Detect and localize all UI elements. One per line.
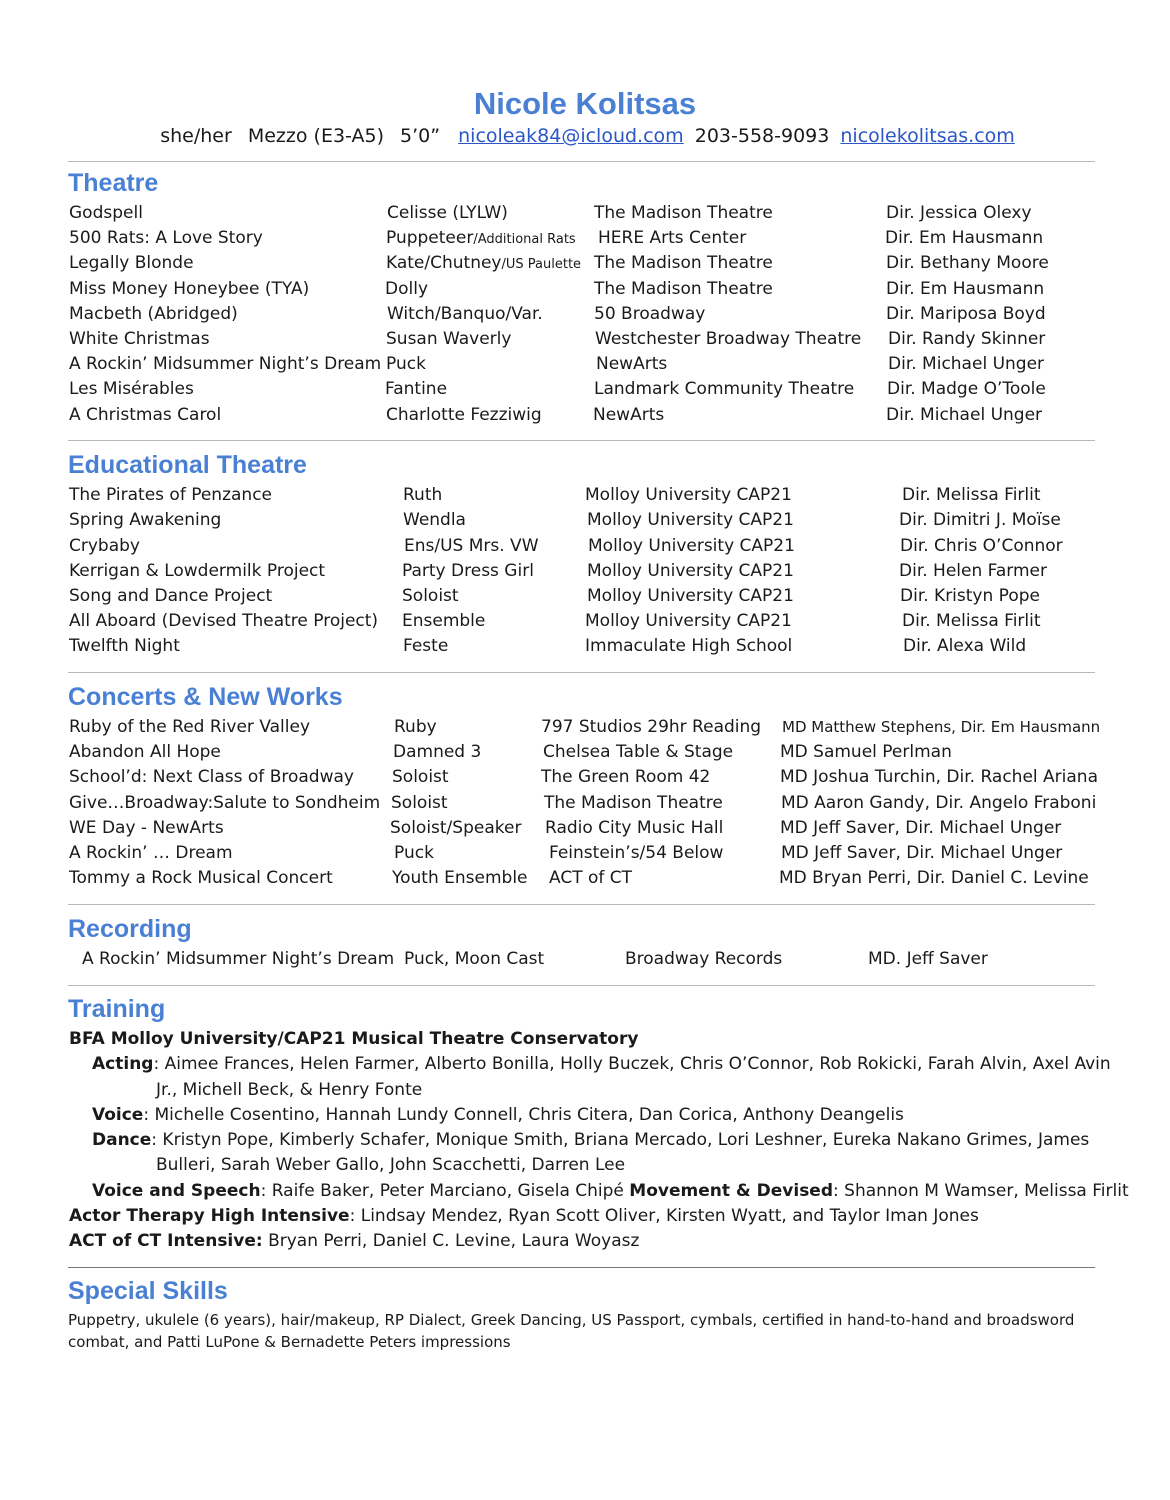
acting-teachers: : Aimee Frances, Helen Farmer, Alberto Bonilla, Holly Buczek, Chris O’Connor, Rob Rokicki, Farah Alvin, Axel Avin: [153, 1054, 1111, 1074]
act-of-ct-teachers: Bryan Perri, Daniel C. Levine, Laura Woyasz: [262, 1231, 640, 1251]
section-title-educational: Educational Theatre: [68, 451, 307, 479]
venue: Radio City Music Hall: [545, 818, 724, 838]
table-row: [0, 352, 1170, 377]
venue: Immaculate High School: [585, 636, 793, 656]
venue: The Madison Theatre: [594, 279, 773, 299]
table-row: [0, 327, 1170, 352]
director: MD Samuel Perlman: [780, 742, 952, 762]
director: Dir. Helen Farmer: [899, 561, 1047, 581]
role: [385, 277, 428, 302]
table-row: [0, 302, 1170, 327]
pronouns: she/her: [160, 125, 232, 147]
show-title: Song and Dance Project: [69, 586, 273, 606]
role-name: Susan Waverly: [386, 329, 512, 349]
training-acting: [92, 1052, 1111, 1077]
venue: Molloy University CAP21: [587, 561, 794, 581]
table-row: [0, 609, 1170, 634]
role: [387, 201, 508, 226]
skills-text: [68, 1309, 1108, 1353]
dance-teachers: : Kristyn Pope, Kimberly Schafer, Monique Smith, Briana Mercado, Lori Leshner, Eureka Nakano Grimes, James: [151, 1130, 1090, 1150]
table-row: [0, 740, 1170, 765]
role: Soloist: [392, 767, 449, 787]
role-note: /US Paulette: [501, 257, 582, 272]
training-dance: [92, 1128, 1089, 1153]
role: [386, 327, 511, 352]
table-row: [0, 534, 1170, 559]
table-row: [0, 377, 1170, 402]
table-row: [0, 403, 1170, 428]
show-title: All Aboard (Devised Theatre Project): [69, 611, 379, 631]
training-voice: [92, 1103, 904, 1128]
director: Dir. Michael Unger: [888, 354, 1045, 374]
table-row: [0, 791, 1170, 816]
director: Dir. Melissa Firlit: [902, 611, 1041, 631]
acting-label: Acting: [92, 1054, 154, 1074]
role: [386, 352, 426, 377]
director: Dir. Michael Unger: [886, 405, 1043, 425]
venue: The Madison Theatre: [594, 203, 773, 223]
table-row: [0, 251, 1170, 276]
show-title: A Rockin’ Midsummer Night’s Dream: [82, 949, 395, 969]
table-row: [0, 508, 1170, 533]
director: Dir. Bethany Moore: [886, 253, 1049, 273]
venue: 50 Broadway: [594, 304, 706, 324]
role: Puck: [394, 843, 434, 863]
director: Dir. Jessica Olexy: [886, 203, 1032, 223]
role-note: /Additional Rats: [473, 232, 576, 247]
venue: NewArts: [593, 405, 665, 425]
venue: Molloy University CAP21: [585, 485, 792, 505]
role-name: Kate/Chutney: [386, 253, 502, 273]
role: [386, 403, 542, 428]
voice-speech-label: Voice and Speech: [92, 1181, 261, 1201]
show-title: A Christmas Carol: [69, 405, 222, 425]
director: MD Jeff Saver, Dir. Michael Unger: [780, 818, 1062, 838]
table-row: [0, 559, 1170, 584]
director: MD Jeff Saver, Dir. Michael Unger: [781, 843, 1063, 863]
training-program: [69, 1027, 638, 1052]
venue: Westchester Broadway Theatre: [595, 329, 862, 349]
role-name: Celisse (LYLW): [387, 203, 508, 223]
role: [386, 251, 581, 277]
table-row: [0, 483, 1170, 508]
section-title-recording: Recording: [68, 915, 192, 943]
section-title-skills: Special Skills: [68, 1277, 228, 1305]
section-divider: [68, 904, 1095, 905]
show-title: Give…Broadway:Salute to Sondheim: [69, 793, 381, 813]
movement-label: Movement & Devised: [629, 1181, 834, 1201]
movement-teachers: : Shannon M Wamser, Melissa Firlit: [833, 1181, 1129, 1201]
table-row: [0, 584, 1170, 609]
venue: Molloy University CAP21: [587, 586, 794, 606]
venue: The Green Room 42: [541, 767, 711, 787]
training-act-of-ct: [69, 1229, 639, 1254]
venue: ACT of CT: [549, 868, 633, 888]
venue: Feinstein’s/54 Below: [549, 843, 724, 863]
role: Youth Ensemble: [392, 868, 528, 888]
role-name: Puppeteer: [386, 228, 474, 248]
actor-name: Nicole Kolitsas: [473, 86, 697, 121]
voice-label: Voice: [92, 1105, 144, 1125]
table-row: [0, 947, 1170, 972]
voice-type: Mezzo (E3-A5): [247, 125, 384, 147]
act-of-ct-label: ACT of CT Intensive:: [69, 1231, 263, 1251]
venue: The Madison Theatre: [544, 793, 723, 813]
venue: HERE Arts Center: [598, 228, 747, 248]
section-divider: [68, 985, 1095, 986]
role: Ens/US Mrs. VW: [404, 536, 539, 556]
actor-therapy-teachers: : Lindsay Mendez, Ryan Scott Oliver, Kirsten Wyatt, and Taylor Iman Jones: [349, 1206, 979, 1226]
role: Puck, Moon Cast: [404, 949, 545, 969]
venue: Broadway Records: [625, 949, 783, 969]
dance-label: Dance: [92, 1130, 152, 1150]
table-row: [0, 841, 1170, 866]
venue: Landmark Community Theatre: [594, 379, 855, 399]
role-name: Charlotte Fezziwig: [386, 405, 542, 425]
show-title: School’d: Next Class of Broadway: [69, 767, 354, 787]
section-divider: [68, 1267, 1095, 1268]
director: MD Aaron Gandy, Dir. Angelo Fraboni: [781, 793, 1097, 813]
show-title: Twelfth Night: [69, 636, 180, 656]
venue: Chelsea Table & Stage: [543, 742, 734, 762]
director: Dir. Kristyn Pope: [900, 586, 1040, 606]
role-name: Witch/Banquo/Var.: [387, 304, 543, 324]
director: MD Joshua Turchin, Dir. Rachel Ariana: [780, 767, 1098, 787]
table-row: [0, 816, 1170, 841]
skills-line: Puppetry, ukulele (6 years), hair/makeup, RP Dialect, Greek Dancing, US Passport, cymbals, certified in hand-to-hand and broadsword: [68, 1311, 1075, 1329]
show-title: WE Day - NewArts: [69, 818, 224, 838]
table-row: [0, 277, 1170, 302]
contact-line: [0, 121, 1170, 151]
skills-line: combat, and Patti LuPone & Bernadette Peters impressions: [68, 1333, 511, 1351]
director: Dir. Em Hausmann: [886, 279, 1045, 299]
role-name: Dolly: [385, 279, 428, 299]
show-title: A Rockin’ … Dream: [69, 843, 233, 863]
show-title: Kerrigan & Lowdermilk Project: [69, 561, 326, 581]
role: [385, 377, 447, 402]
role: Ensemble: [402, 611, 486, 631]
section-divider: [68, 440, 1095, 441]
director: MD Matthew Stephens, Dir. Em Hausmann: [782, 718, 1101, 736]
voice-speech-teachers: : Raife Baker, Peter Marciano, Gisela Chipé: [260, 1181, 630, 1201]
role: Wendla: [403, 510, 466, 530]
actor-therapy-label: Actor Therapy High Intensive: [69, 1206, 350, 1226]
header-divider: [68, 161, 1095, 162]
height: 5’0”: [400, 125, 441, 147]
show-title: Abandon All Hope: [69, 742, 221, 762]
director: Dir. Melissa Firlit: [902, 485, 1041, 505]
role: Soloist: [391, 793, 448, 813]
show-title: The Pirates of Penzance: [69, 485, 273, 505]
director: Dir. Dimitri J. Moïse: [899, 510, 1061, 530]
role: Soloist: [402, 586, 459, 606]
role-name: Fantine: [385, 379, 448, 399]
director: MD. Jeff Saver: [868, 949, 988, 969]
venue: NewArts: [596, 354, 668, 374]
table-row: [0, 715, 1170, 740]
role: Ruby: [394, 717, 437, 737]
show-title: White Christmas: [69, 329, 210, 349]
table-row: [0, 765, 1170, 790]
director: Dir. Chris O’Connor: [900, 536, 1063, 556]
venue: Molloy University CAP21: [585, 611, 792, 631]
show-title: Ruby of the Red River Valley: [69, 717, 311, 737]
venue: 797 Studios 29hr Reading: [541, 717, 762, 737]
training-actor-therapy: [69, 1204, 979, 1229]
phone-number: 203-558-9093: [694, 125, 830, 147]
training-dance-cont: Bulleri, Sarah Weber Gallo, John Scacchetti, Darren Lee: [156, 1155, 626, 1175]
program-name: BFA Molloy University/CAP21 Musical Theatre Conservatory: [69, 1029, 639, 1049]
website-link[interactable]: nicolekolitsas.com: [840, 125, 1015, 147]
table-row: [0, 866, 1170, 891]
director: Dir. Randy Skinner: [888, 329, 1046, 349]
show-title: A Rockin’ Midsummer Night’s Dream: [69, 354, 382, 374]
section-title-concerts: Concerts & New Works: [68, 683, 343, 711]
role: [386, 226, 576, 252]
show-title: Crybaby: [69, 536, 140, 556]
section-title-theatre: Theatre: [68, 169, 159, 197]
show-title: 500 Rats: A Love Story: [69, 228, 263, 248]
director: Dir. Em Hausmann: [885, 228, 1044, 248]
role: Damned 3: [393, 742, 482, 762]
venue: Molloy University CAP21: [588, 536, 795, 556]
director: Dir. Madge O’Toole: [887, 379, 1046, 399]
venue: The Madison Theatre: [594, 253, 773, 273]
show-title: Les Misérables: [69, 379, 194, 399]
show-title: Macbeth (Abridged): [69, 304, 238, 324]
training-acting-cont: Jr., Michell Beck, & Henry Fonte: [156, 1080, 423, 1100]
show-title: Miss Money Honeybee (TYA): [69, 279, 310, 299]
training-voice-speech: [92, 1179, 1129, 1204]
role-name: Puck: [386, 354, 426, 374]
role: Soloist/Speaker: [390, 818, 522, 838]
show-title: Legally Blonde: [69, 253, 194, 273]
director: MD Bryan Perri, Dir. Daniel C. Levine: [779, 868, 1089, 888]
venue: Molloy University CAP21: [587, 510, 794, 530]
role: Feste: [403, 636, 449, 656]
role: Ruth: [403, 485, 443, 505]
table-row: [0, 201, 1170, 226]
email-link[interactable]: nicoleak84@icloud.com: [458, 125, 684, 147]
director: Dir. Mariposa Boyd: [886, 304, 1046, 324]
show-title: Godspell: [69, 203, 143, 223]
section-title-training: Training: [68, 995, 166, 1023]
voice-teachers: : Michelle Cosentino, Hannah Lundy Connell, Chris Citera, Dan Corica, Anthony Deangelis: [143, 1105, 904, 1125]
director: Dir. Alexa Wild: [903, 636, 1027, 656]
section-divider: [68, 672, 1095, 673]
table-row: [0, 226, 1170, 251]
role: Party Dress Girl: [402, 561, 534, 581]
show-title: Tommy a Rock Musical Concert: [69, 868, 333, 888]
table-row: [0, 634, 1170, 659]
show-title: Spring Awakening: [69, 510, 222, 530]
role: [387, 302, 543, 327]
